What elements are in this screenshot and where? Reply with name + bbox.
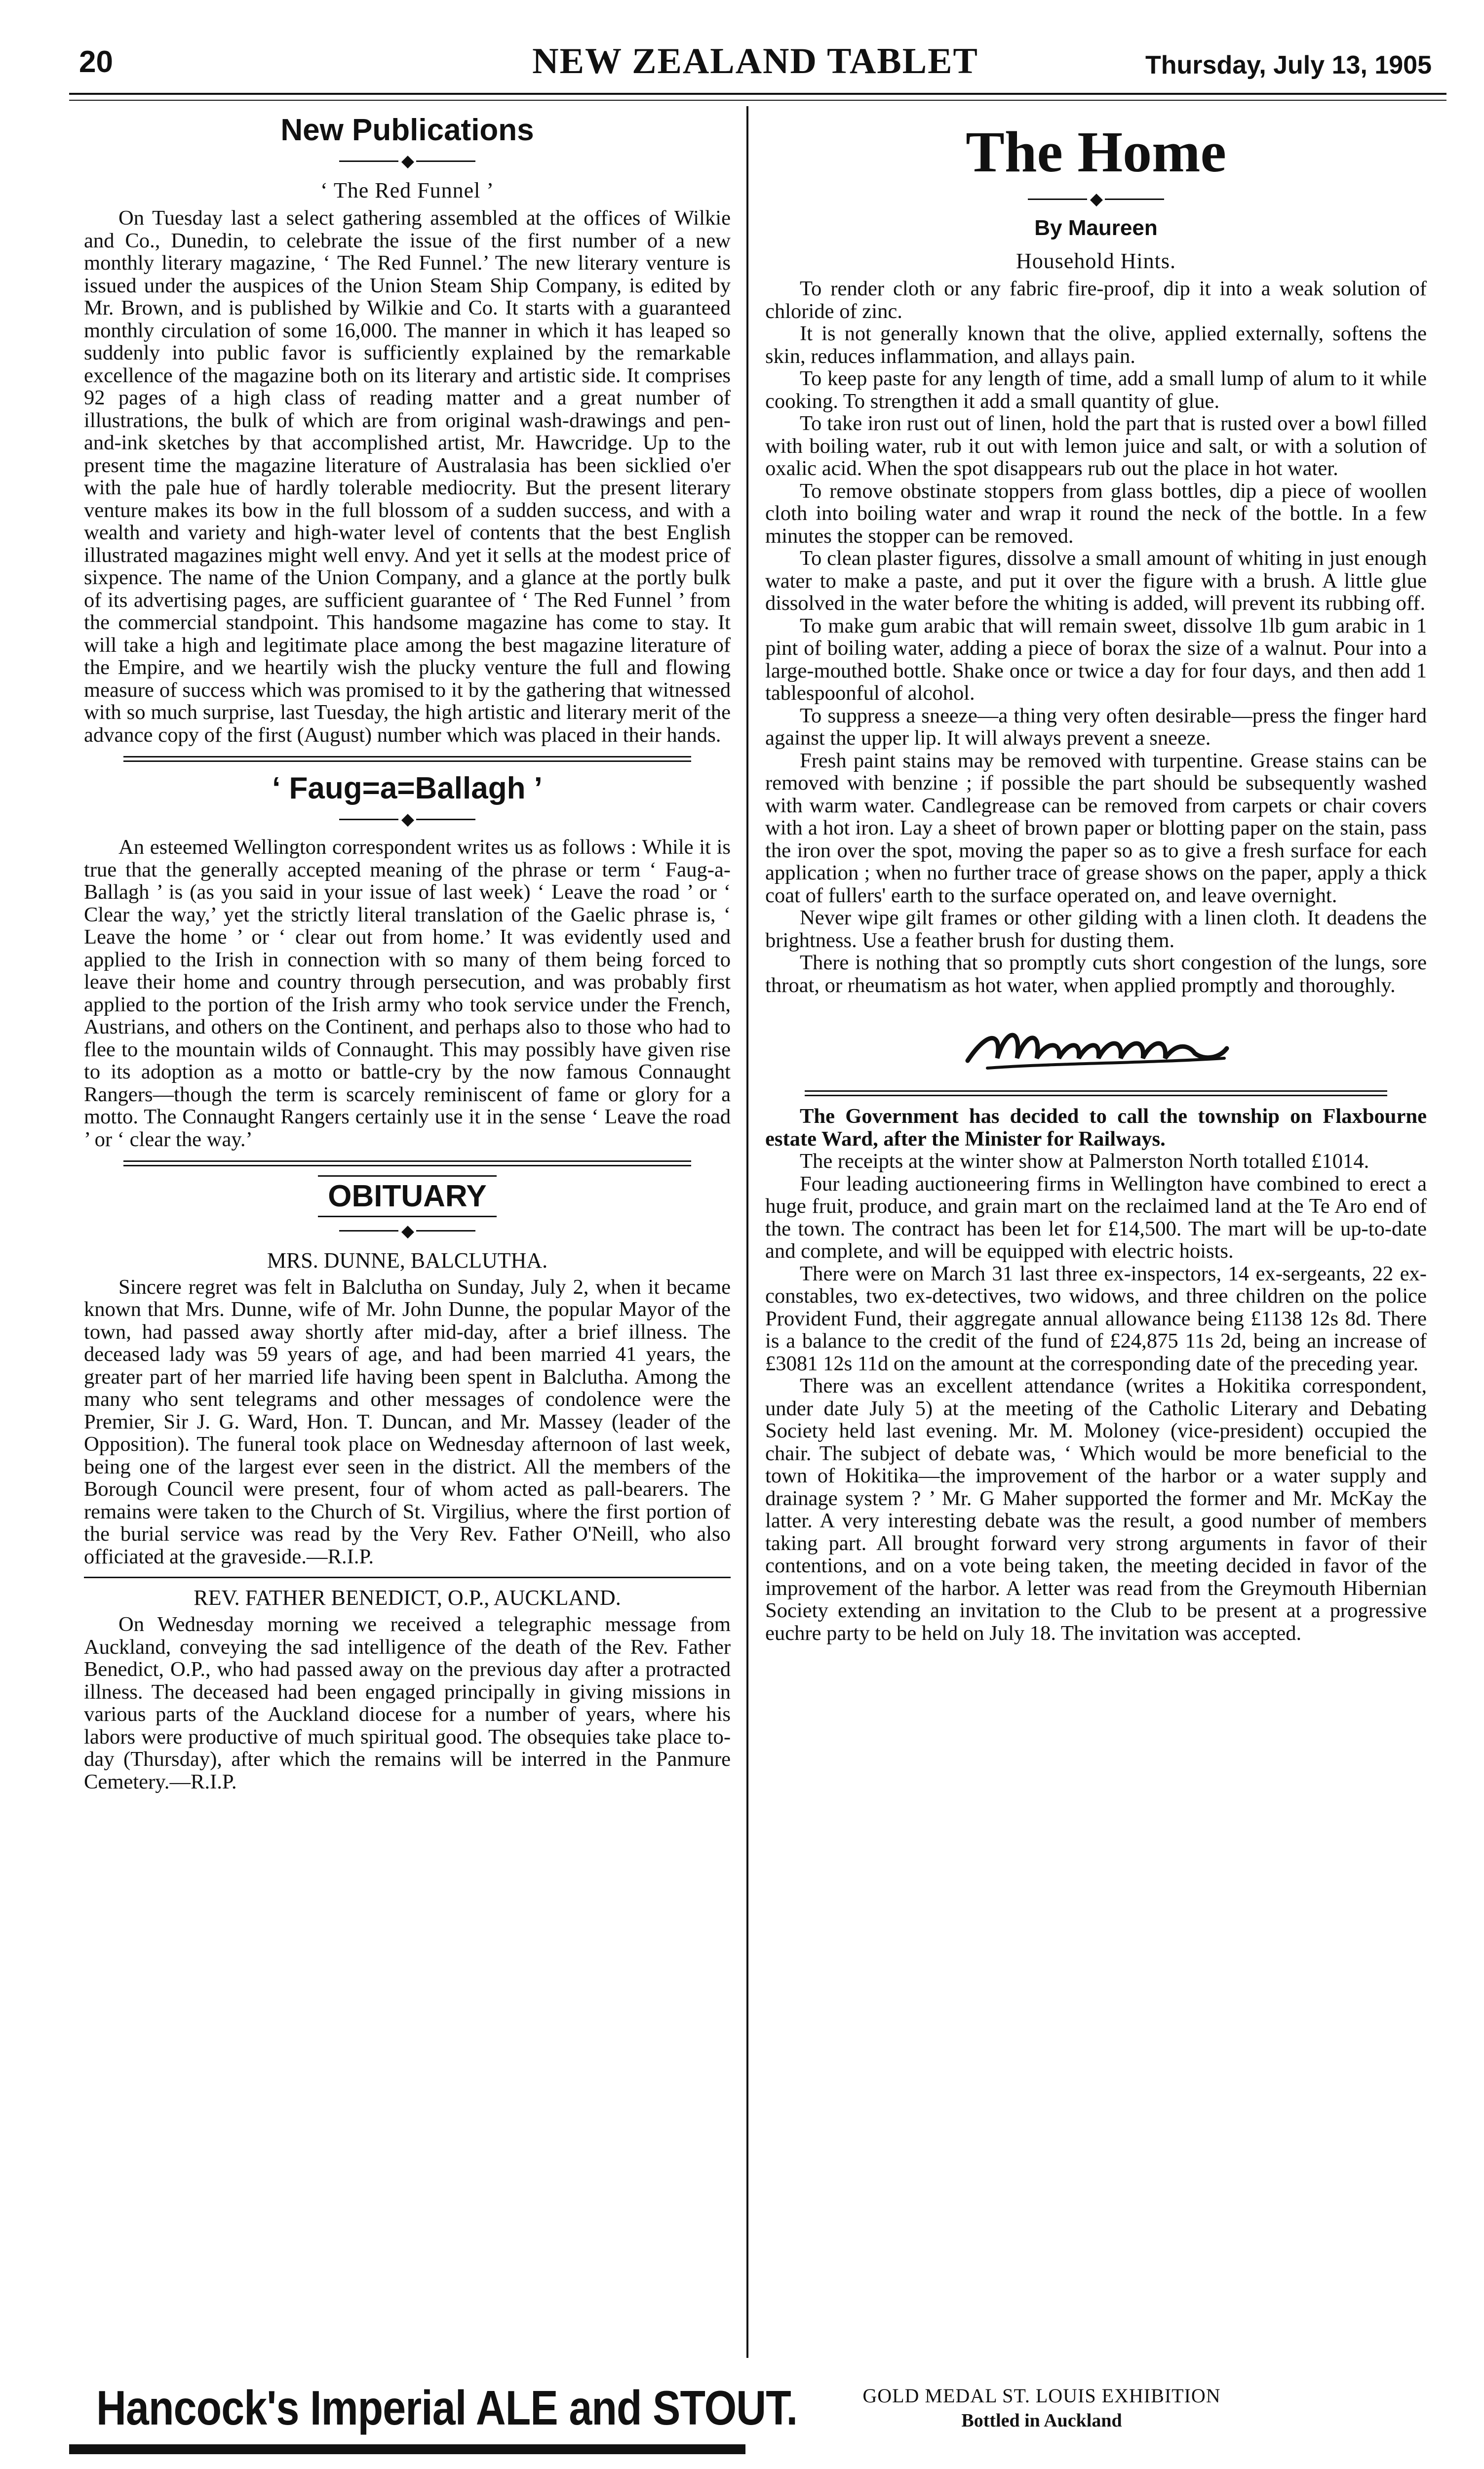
obituary-benedict-heading: REV. FATHER BENEDICT, O.P., AUCKLAND. — [194, 1586, 621, 1610]
thin-rule — [84, 1577, 731, 1578]
ornament-divider: ◆ — [84, 809, 731, 829]
expo-advertisement-line1: GOLD MEDAL ST. LOUIS EXHIBITION — [862, 2385, 1221, 2407]
ornament-divider: ◆ — [765, 189, 1427, 209]
hint-paragraph: To clean plaster figures, dissolve a small amount of whiting in just enough water to make a paste, and put it over the figure with a brush. A little glue dissolved in the water before the whiting is added, will prevent its rubbing off. — [765, 547, 1427, 615]
hint-paragraph: It is not generally known that the olive, applied externally, softens the skin, reduces inflammation, and allays pain. — [765, 322, 1427, 368]
obituary-title — [84, 1175, 731, 1217]
obituary-dunne-paragraph: Sincere regret was felt in Balclutha on Sunday, July 2, when it became known that Mrs. Dunne, wife of Mr. John Dunne, the popular Mayor of the town, had passed away shortly after mid-day, after a brief illness. The deceased lady was 59 years of age, and had been married 41 years, the greater part of her married life having been spent in Balclutha. Among the many who sent telegrams and other messages of condolence were the Premier, Sir J. G. Ward, Hon. T. Duncan, and Mr. Massey (leader of the Opposition). The funeral took place on Wednesday afternoon of last week, being one of the largest ever seen in the district. All the members of the Borough Council were present, four of whom acted as pall-bearers. The remains were taken to the Church of St. Virgilius, where the first portion of the burial service was read by the Very Rev. Father O'Neill, who also officiated at the graveside.—R.I.P. — [84, 1275, 731, 1568]
byline: By Maureen — [1034, 216, 1158, 240]
double-rule — [805, 1090, 1387, 1096]
hint-paragraph: There is nothing that so promptly cuts short congestion of the lungs, sore throat, or rheumatism as hot water, when applied promptly and thoroughly. — [765, 951, 1427, 997]
footer-ads — [69, 2370, 1446, 2469]
signature-flourish — [958, 1011, 1234, 1075]
masthead — [69, 35, 1442, 94]
ornament-divider: ◆ — [84, 1220, 731, 1240]
news-paragraph: There was an excellent attendance (writes a Hokitika correspondent, under date July 5) at the meeting of the Catholic Literary and Debating Society held last evening. Mr. M. Moloney (vice-president) occupied the chair. The subject of debate was, ‘ Which would be more beneficial to the town of Hokitika—the improvement of the harbor or a water supply and drainage system ? ’ Mr. G Maher supported the former and Mr. McKay the latter. A very interesting debate was the result, a good number of members taking part. All brought forward very strong arguments in favor of their contentions, and on a vote being taken, the meeting decided in favor of the improvement of the harbor. A letter was read from the Greymouth Hibernian Society extending an invitation to the Club to be present at a progressive euchre party to be held on July 18. The invitation was accepted. — [765, 1374, 1427, 1645]
issue-date: Thursday, July 13, 1905 — [1145, 51, 1432, 80]
right-column — [765, 109, 1427, 1644]
column-divider — [746, 106, 748, 2358]
obituary-dunne-heading: MRS. DUNNE, BALCLUTHA. — [267, 1248, 548, 1273]
ad-rule — [69, 2444, 745, 2454]
news-paragraph: Four leading auctioneering firms in Wellington have combined to erect a huge fruit, produce, and grain mart on the reclaimed land at the Te Aro end of the town. The contract has been let for £14,500. The mart will be up-to-date and complete, and will be equipped with electric hoists. — [765, 1172, 1427, 1263]
page-number: 20 — [79, 45, 113, 79]
section-title-new-publications: New Publications — [280, 113, 534, 147]
the-home-title: The Home — [966, 119, 1226, 184]
news-lead: The Government has decided to call the township on Flaxbourne estate Ward, after the Minister for Railways. — [765, 1105, 1427, 1151]
hint-paragraph: To render cloth or any fabric fire-proof, dip it into a weak solution of chloride of zinc. — [765, 277, 1427, 323]
red-funnel-subhead: ‘ The Red Funnel ’ — [320, 178, 495, 203]
expo-advertisement-line2: Bottled in Auckland — [961, 2410, 1122, 2431]
masthead-rule — [69, 93, 1446, 101]
news-paragraph: The receipts at the winter show at Palmerston North totalled £1014. — [800, 1150, 1369, 1173]
household-hints-subhead: Household Hints. — [1016, 249, 1176, 274]
obituary-benedict-paragraph: On Wednesday morning we received a telegraphic message from Auckland, conveying the sad intelligence of the death of the Rev. Father Benedict, O.P., who had passed away on the previous day after a protracted illness. The deceased had been engaged principally in giving missions in various parts of the Auckland diocese for a number of years, where his labors were productive of much spiritual good. The obsequies take place to-day (Thursday), after which the remains will be interred in the Panmure Cemetery.—R.I.P. — [84, 1613, 731, 1793]
hint-paragraph: To make gum arabic that will remain sweet, dissolve 1lb gum arabic in 1 pint of boiling water, adding a piece of borax the size of a walnut. Pour into a large-mouthed bottle. Shake once or twice a day for four days, and then add 1 tablespoonful of alcohol. — [765, 614, 1427, 705]
obituary-title-text: OBITUARY — [318, 1175, 496, 1217]
ale-advertisement: Hancock's Imperial ALE and STOUT. — [96, 2381, 798, 2435]
hint-paragraph: Fresh paint stains may be removed with turpentine. Grease stains can be removed with benzine ; if possible the part should be subsequently washed with warm water. Candlegrease can be removed from carpets or chair covers with a hot iron. Lay a sheet of brown paper or blotting paper on the stain, pass the iron over the spot, moving the paper so as to give a fresh surface for each application ; when no further trace of grease shows on the paper, apply a thick coat of fullers' earth to the surface operated on, and leave overnight. — [765, 749, 1427, 907]
hint-paragraph: To remove obstinate stoppers from glass bottles, dip a piece of woollen cloth into boiling water and wrap it round the neck of the bottle. In a few minutes the stopper can be removed. — [765, 479, 1427, 548]
hint-paragraph: To take iron rust out of linen, hold the part that is rusted over a bowl filled with boiling water, rub it out with lemon juice and salt, or with a solution of oxalic acid. When the spot disappears rub out the place in hot water. — [765, 412, 1427, 480]
hint-paragraph: Never wipe gilt frames or other gilding with a linen cloth. It deadens the brightness. Use a feather brush for dusting them. — [765, 906, 1427, 952]
double-rule — [123, 1160, 691, 1166]
ornament-divider: ◆ — [84, 151, 731, 171]
faugh-paragraph: An esteemed Wellington correspondent writes us as follows : While it is true that the generally accepted meaning of the phrase or term ‘ Faug-a-Ballagh ’ is (as you said in your issue of last week) ‘ Leave the road ’ or ‘ Clear the way,’ yet the strictly literal translation of the Gaelic phrase is, ‘ Leave the home ’ or ‘ clear out from home.’ It was evidently used and applied to the Irish in connection with so many of them being forced to leave their home and country through persecution, and was probably first applied to the portion of the Irish army who took service under the French, Austrians, and others on the Continent, and perhaps also to those who had to flee to the mountain wilds of Connaught. This may possibly have given rise to its adoption as a motto or battle-cry by the now famous Connaught Rangers—though the term is scarcely reminiscent of fame or glory for a motto. The Connaught Rangers certainly use it in the sense ‘ Leave the road ’ or ‘ clear the way.’ — [84, 836, 731, 1151]
hint-paragraph: To keep paste for any length of time, add a small lump of alum to it while cooking. To strengthen it add a small quantity of glue. — [765, 367, 1427, 413]
left-column — [84, 109, 731, 1793]
newspaper-title: NEW ZEALAND TABLET — [532, 41, 978, 81]
news-paragraph: There were on March 31 last three ex-inspectors, 14 ex-sergeants, 22 ex-constables, two ex-detectives, two widows, and three children on the police Provident Fund, their aggregate annual allowance being £1138 12s 8d. There is a balance to the credit of the fund of £24,875 11s 2d, being an increase of £3081 12s 11d on the amount at the corresponding date of the preceding year. — [765, 1262, 1427, 1375]
hint-paragraph: To suppress a sneeze—a thing very often desirable—press the finger hard against the upper lip. It will always prevent a sneeze. — [765, 704, 1427, 750]
maureen-signature — [765, 1006, 1427, 1080]
double-rule — [123, 756, 691, 762]
red-funnel-paragraph: On Tuesday last a select gathering assembled at the offices of Wilkie and Co., Dunedin, to celebrate the issue of the first number of a new monthly literary magazine, ‘ The Red Funnel.’ The new literary venture is issued under the auspices of the Union Steam Ship Company, is edited by Mr. Brown, and is published by Wilkie and Co. It starts with a guaranteed monthly circulation of some 16,000. The manner in which it has leaped so suddenly into public favor is sufficiently explained by the remarkable excellence of the magazine both on its literary and artistic side. It comprises 92 pages of a high class of reading matter and a great number of illustrations, the bulk of which are from original wash-drawings and pen-and-ink sketches by that accomplished artist, Mr. Hawcridge. Up to the present time the magazine literature of Australasia has been sicklied o'er with the pale hue of hardly tolerable mediocrity. But the present literary venture makes its bow in the full blossom of a sudden success, and with a wealth and variety and high-water level of contents that the best English illustrated magazines might well envy. And yet it sells at the modest price of sixpence. The name of the Union Company, and a glance at the portly bulk of its advertising pages, are sufficient guarantee of ‘ The Red Funnel ’ from the commercial standpoint. This handsome magazine has come to stay. It will take a high and legitimate place among the best magazine literature of the Empire, and we heartily wish the plucky venture the full and flowing measure of success which was promised to it by the gathering that witnessed with so much surprise, last Tuesday, the high artistic and literary merit of the advance copy of the first (August) number which was placed in their hands. — [84, 206, 731, 747]
faugh-title: ‘ Faug=a=Ballagh ’ — [272, 771, 543, 806]
